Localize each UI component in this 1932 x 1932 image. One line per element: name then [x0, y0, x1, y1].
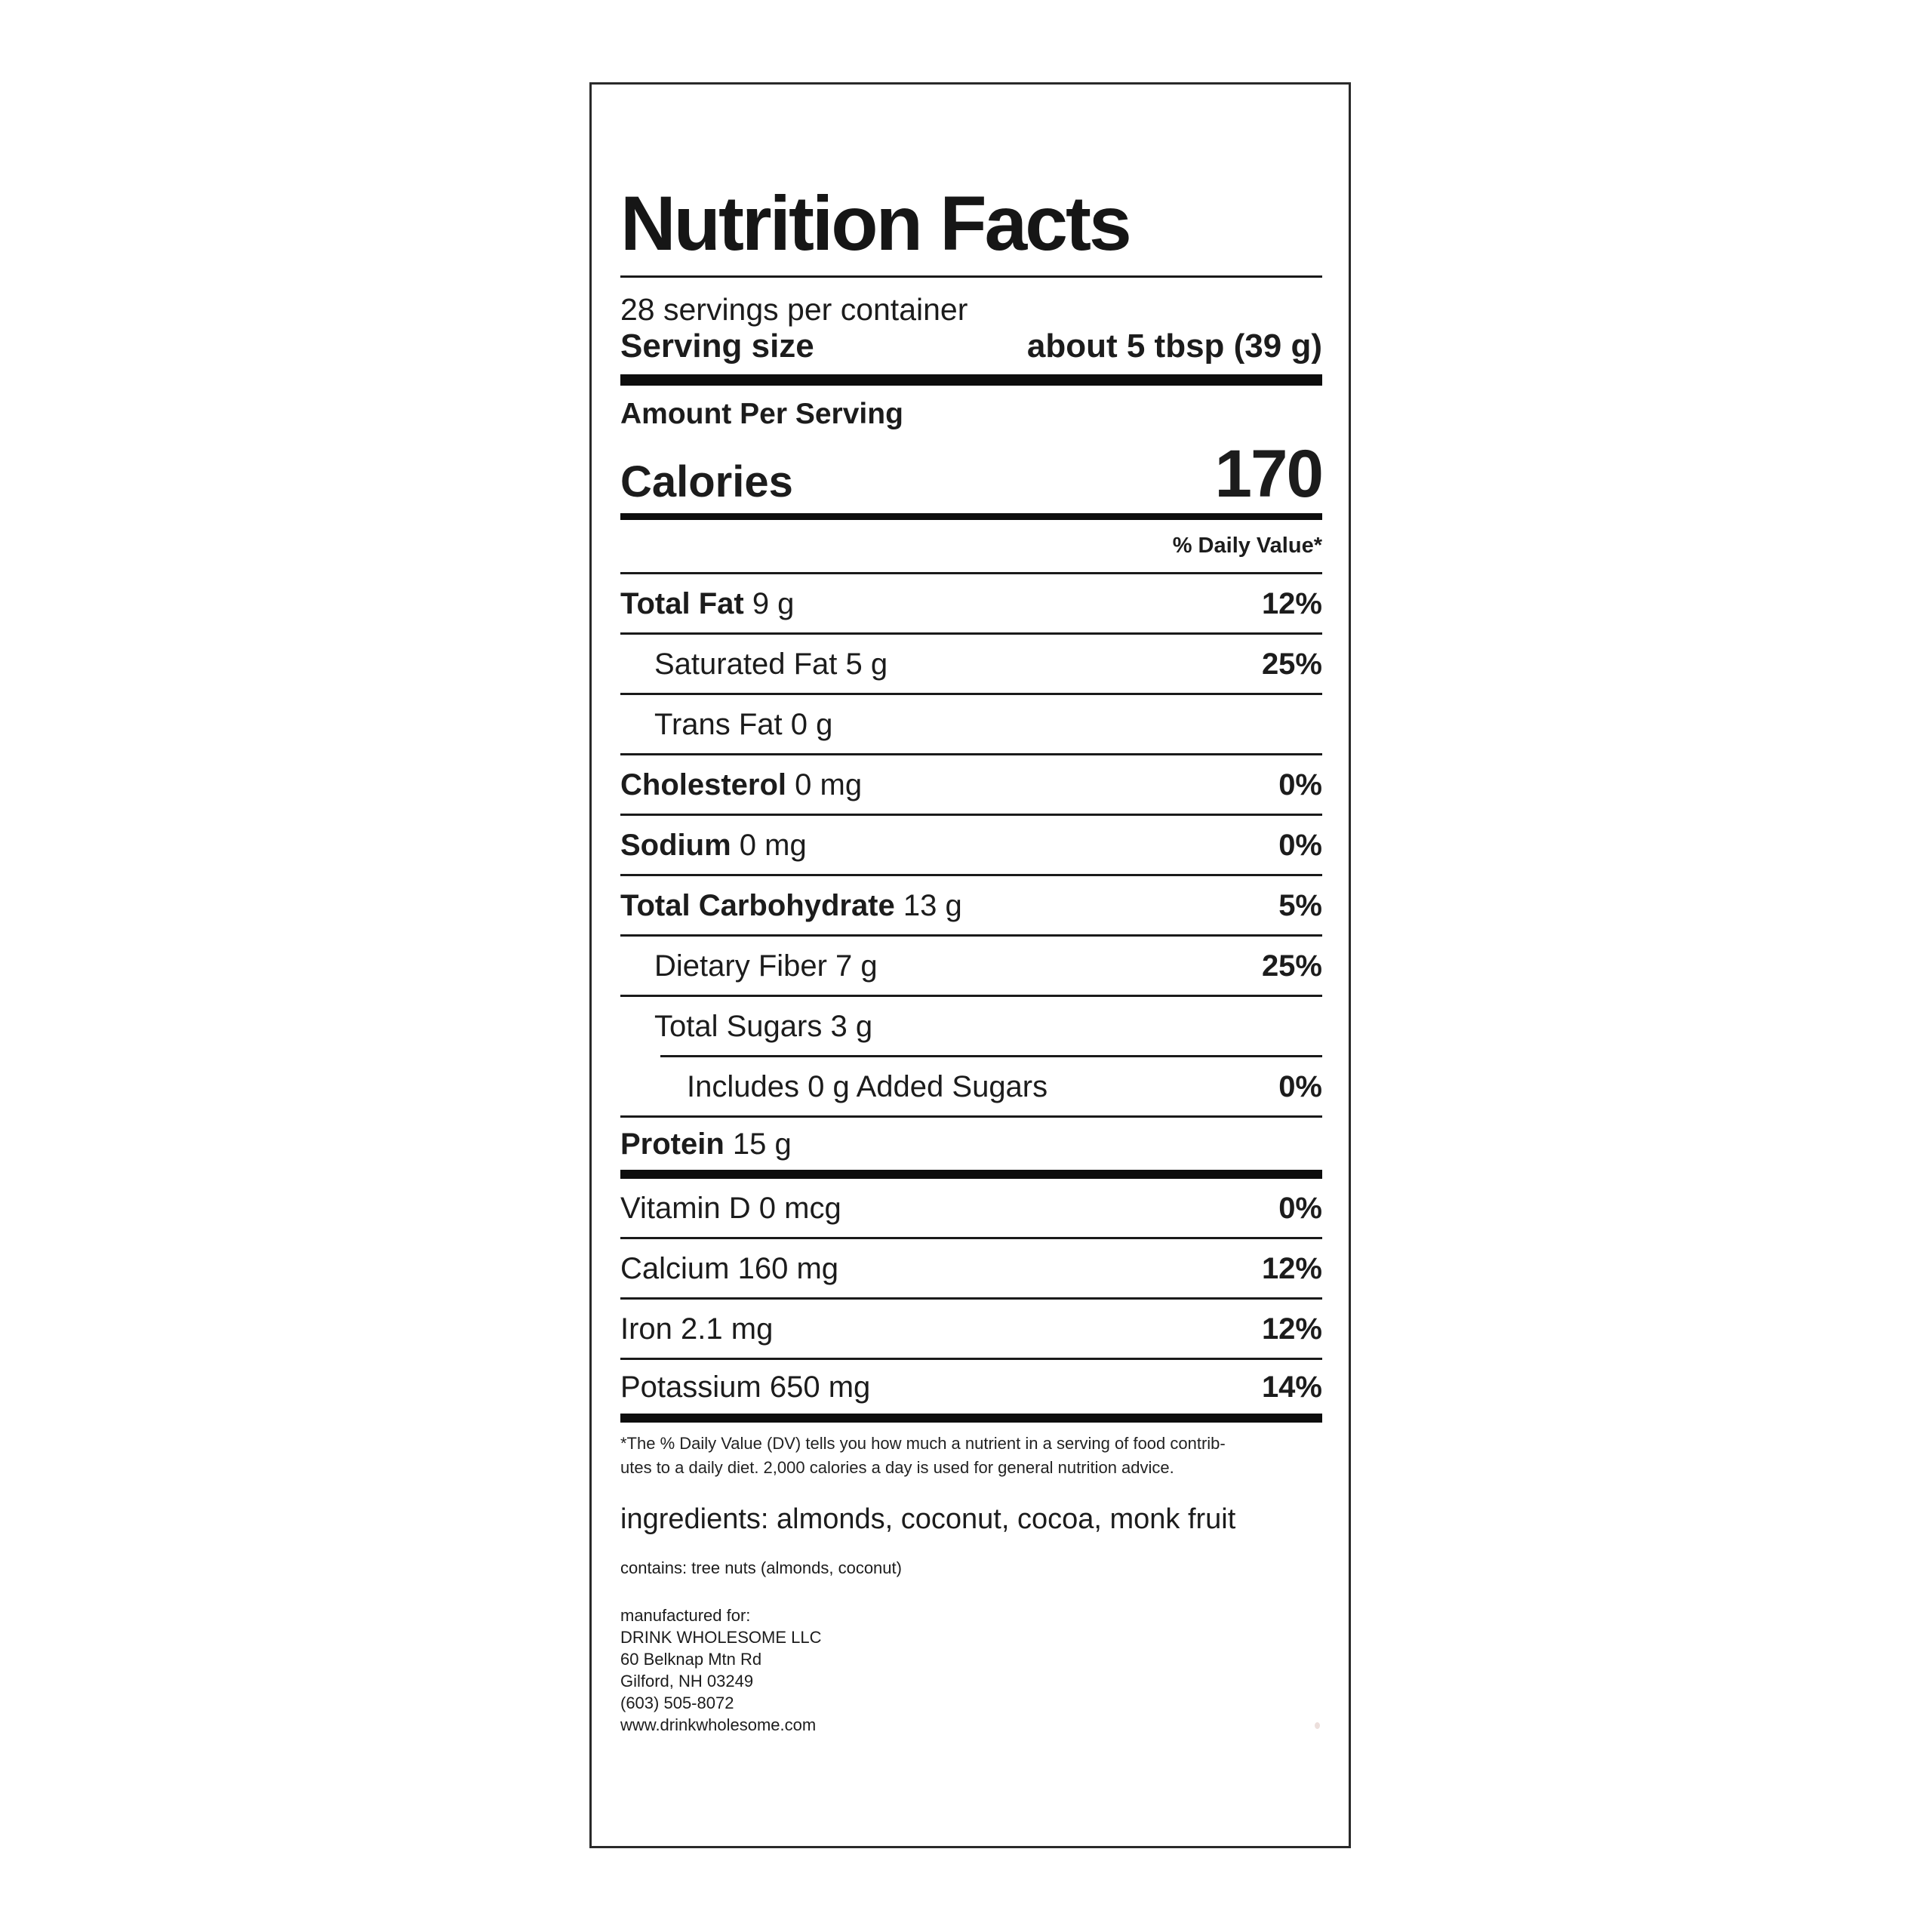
micronutrient-pct: 12%: [1261, 1251, 1322, 1285]
nutrient-pct: 0%: [1278, 768, 1322, 801]
nutrient-name: Dietary Fiber 7 g: [654, 949, 878, 983]
nutrient-pct: 5%: [1278, 888, 1322, 922]
nutrient-pct: 0%: [1278, 1069, 1322, 1103]
nutrient-row-sodium: [620, 816, 1322, 874]
footnote-line-1: *The % Daily Value (DV) tells you how much a nutrient in a serving of food contrib-: [620, 1434, 1226, 1453]
serving-size-row: [620, 330, 1322, 363]
nutrient-name: Total Sugars 3 g: [654, 1009, 873, 1043]
thick-bar-after-serving: [620, 374, 1322, 386]
calories-row: [620, 435, 1322, 511]
serving-size-label: Serving size: [620, 328, 814, 365]
print-artifact-speck: [1315, 1722, 1320, 1729]
nutrient-name: Saturated Fat 5 g: [654, 647, 888, 681]
micronutrient-row-calcium: [620, 1239, 1322, 1297]
nutrient-row-total-fat: [620, 574, 1322, 632]
serving-size-value: about 5 tbsp (39 g): [1026, 328, 1322, 365]
servings-per-container: 28 servings per container: [620, 292, 968, 327]
nutrient-row-dietary-fiber: [620, 937, 1322, 995]
manufacturer-website: www.drinkwholesome.com: [620, 1715, 817, 1734]
nutrient-pct: 12%: [1261, 586, 1322, 620]
nutrient-name: Protein 15 g: [620, 1127, 792, 1161]
nutrient-row-added-sugars: [620, 1057, 1322, 1115]
nutrient-pct: 0%: [1278, 828, 1322, 862]
nutrient-pct: 25%: [1261, 647, 1322, 681]
nutrient-name: Trans Fat 0 g: [654, 707, 833, 741]
calories-label: Calories: [620, 457, 793, 506]
nutrient-name: Sodium 0 mg: [620, 828, 807, 862]
manufacturer-block: [620, 1604, 1322, 1736]
allergen-contains-line: contains: tree nuts (almonds, coconut): [620, 1558, 902, 1577]
nutrient-name: Total Fat 9 g: [620, 586, 795, 620]
ingredients-line: ingredients: almonds, coconut, cocoa, monk fruit: [620, 1503, 1236, 1535]
nutrition-facts-label: [589, 82, 1351, 1848]
manufacturer-city-state-zip: Gilford, NH 03249: [620, 1671, 754, 1690]
micronutrient-row-potassium: [620, 1360, 1322, 1414]
nutrient-row-protein: [620, 1118, 1322, 1170]
nutrient-row-trans-fat: [620, 695, 1322, 753]
manufactured-for-label: manufactured for:: [620, 1605, 751, 1625]
micronutrient-pct: 12%: [1261, 1312, 1322, 1346]
nutrient-row-total-sugars: [620, 997, 1322, 1055]
divider-under-title: [620, 275, 1322, 278]
nutrient-pct: 25%: [1261, 949, 1322, 983]
micronutrient-name: Potassium 650 mg: [620, 1370, 871, 1404]
nutrient-row-saturated-fat: [620, 635, 1322, 693]
micronutrient-pct: 14%: [1261, 1370, 1322, 1404]
micronutrient-name: Calcium 160 mg: [620, 1251, 839, 1285]
calories-value: 170: [1214, 435, 1322, 511]
daily-value-header: % Daily Value*: [1172, 534, 1322, 558]
micronutrient-row-vitamin-d: [620, 1179, 1322, 1237]
nutrient-row-cholesterol: [620, 755, 1322, 814]
nutrient-name: Total Carbohydrate 13 g: [620, 888, 962, 922]
amount-per-serving-heading: Amount Per Serving: [620, 398, 903, 430]
nutrient-name: Cholesterol 0 mg: [620, 768, 863, 801]
label-title: Nutrition Facts: [620, 180, 1130, 266]
manufacturer-street: 60 Belknap Mtn Rd: [620, 1649, 762, 1669]
nutrient-name: Includes 0 g Added Sugars: [687, 1069, 1048, 1103]
nutrient-row-total-carbohydrate: [620, 876, 1322, 934]
thick-bar-after-potassium: [620, 1414, 1322, 1423]
daily-value-footnote: [620, 1432, 1322, 1480]
micronutrient-pct: 0%: [1278, 1191, 1322, 1225]
divider-under-calories: [620, 513, 1322, 520]
manufacturer-phone: (603) 505-8072: [620, 1693, 734, 1712]
micronutrient-name: Vitamin D 0 mcg: [620, 1191, 841, 1225]
footnote-line-2: utes to a daily diet. 2,000 calories a day is used for general nutrition advice.: [620, 1458, 1174, 1477]
manufacturer-name: DRINK WHOLESOME LLC: [620, 1627, 822, 1647]
thick-bar-after-protein: [620, 1170, 1322, 1179]
label-content: [592, 180, 1349, 1736]
micronutrient-name: Iron 2.1 mg: [620, 1312, 774, 1346]
micronutrient-row-iron: [620, 1300, 1322, 1358]
